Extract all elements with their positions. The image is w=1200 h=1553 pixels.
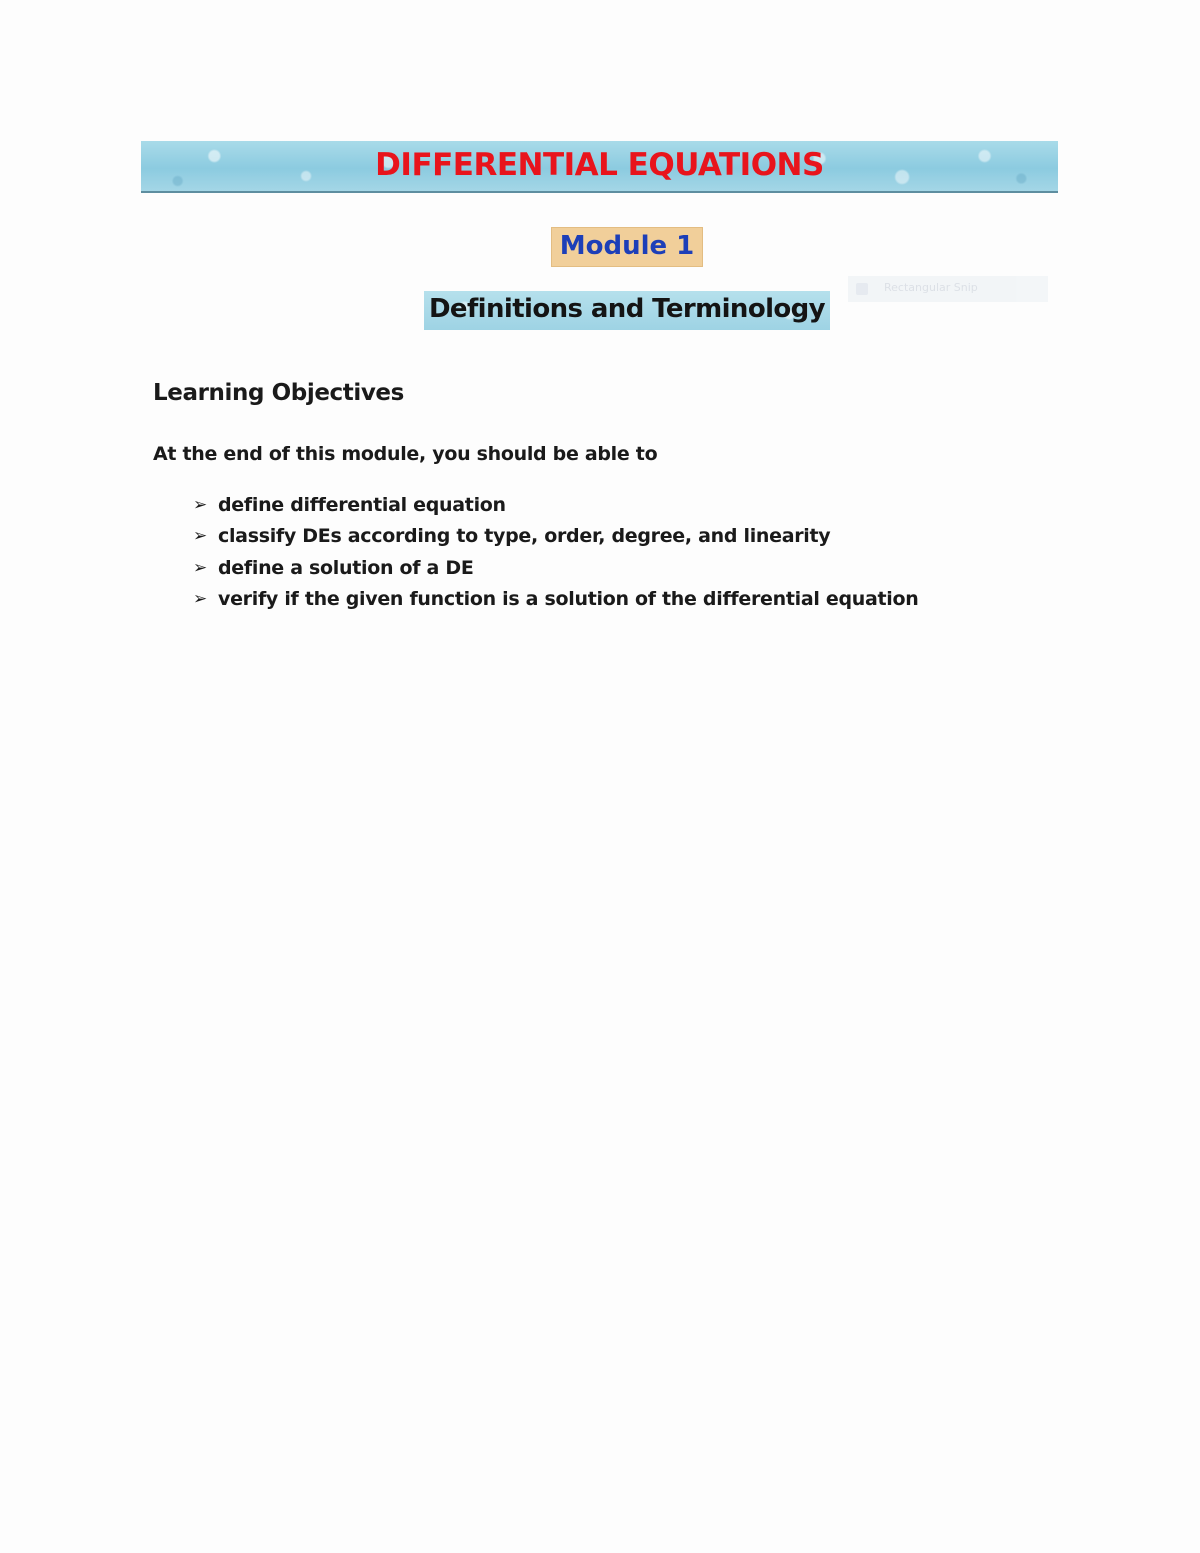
list-item <box>192 521 919 553</box>
document-title: DIFFERENTIAL EQUATIONS <box>375 147 824 183</box>
arrow-bullet-icon: ➢ <box>193 494 207 515</box>
objectives-intro: At the end of this module, you should be able to <box>153 443 658 465</box>
list-item <box>192 489 919 521</box>
module-badge <box>551 227 703 267</box>
snip-icon <box>856 283 868 295</box>
topic-banner <box>424 291 830 330</box>
objective-text: classify DEs according to type, order, degree, and linearity <box>218 525 831 548</box>
title-banner <box>141 141 1058 193</box>
list-item <box>192 552 919 584</box>
section-heading: Learning Objectives <box>153 380 404 406</box>
objective-text: define a solution of a DE <box>218 556 474 579</box>
snip-label: Rectangular Snip <box>884 281 978 294</box>
rectangular-snip-overlay <box>848 276 1048 302</box>
arrow-bullet-icon: ➢ <box>193 589 207 610</box>
objectives-list <box>192 489 919 615</box>
module-label: Module 1 <box>559 231 695 261</box>
arrow-bullet-icon: ➢ <box>193 557 207 578</box>
objective-text: verify if the given function is a solution of the differential equation <box>218 588 919 611</box>
list-item <box>192 584 919 616</box>
objective-text: define differential equation <box>218 493 506 516</box>
arrow-bullet-icon: ➢ <box>193 526 207 547</box>
topic-title: Definitions and Terminology <box>428 294 826 324</box>
